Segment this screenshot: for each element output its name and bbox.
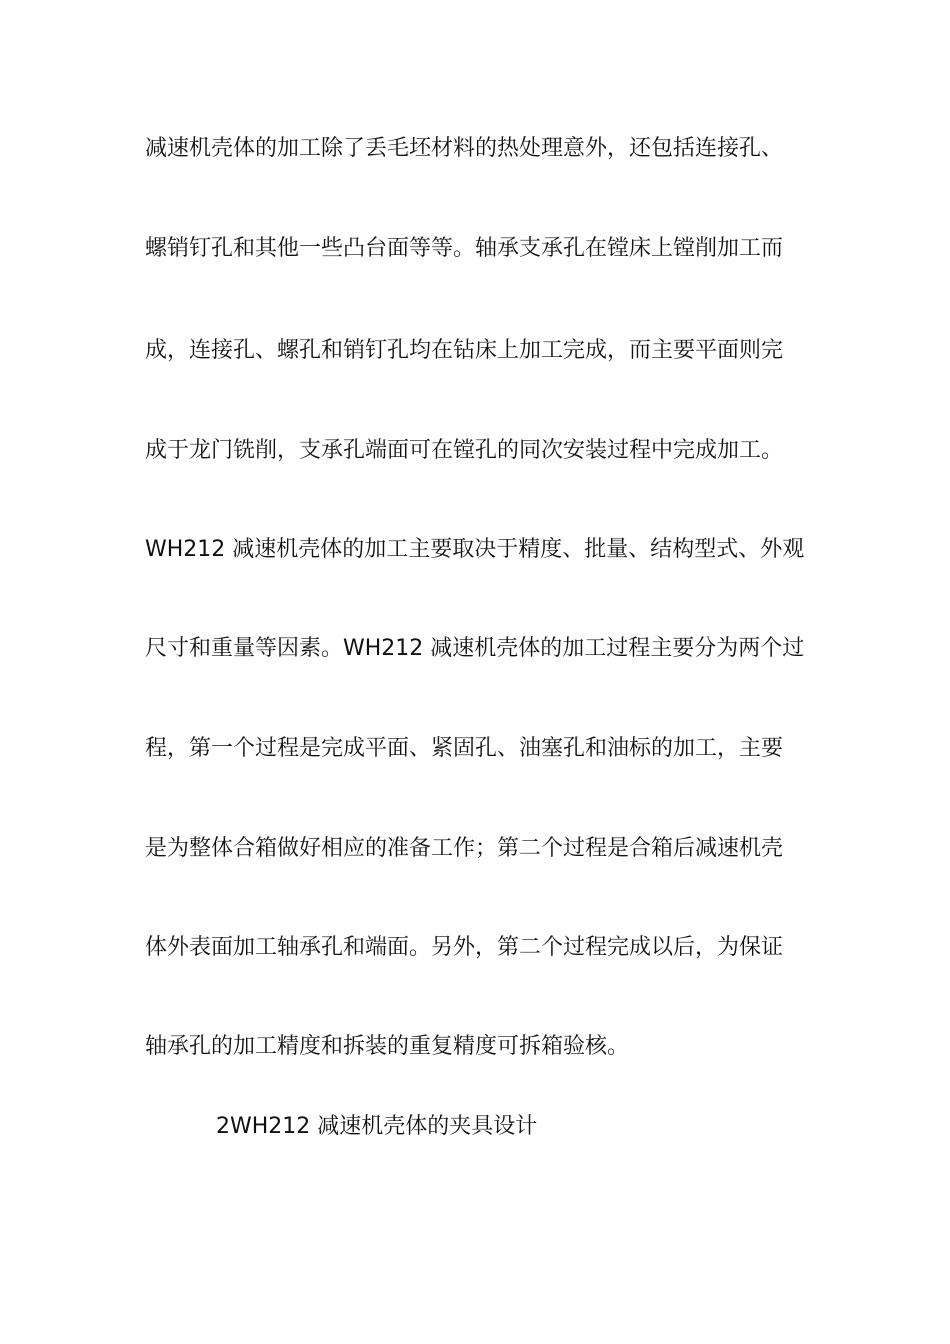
paragraph-line: 成于龙门铣削，支承孔端面可在镗孔的同次安装过程中完成加工。 (145, 438, 784, 463)
section-heading: 2WH212 减速机壳体的夹具设计 (216, 1114, 538, 1139)
paragraph-line: 成，连接孔、螺孔和销钉孔均在钻床上加工完成，而主要平面则完 (145, 338, 784, 363)
paragraph-line: 尺寸和重量等因素。WH212 减速机壳体的加工过程主要分为两个过 (145, 636, 805, 661)
paragraph-line: 体外表面加工轴承孔和端面。另外，第二个过程完成以后，为保证 (145, 935, 784, 960)
paragraph-line: 轴承孔的加工精度和拆装的重复精度可拆箱验核。 (145, 1034, 630, 1059)
paragraph-line: 螺销钉孔和其他一些凸台面等等。轴承支承孔在镗床上镗削加工而 (145, 236, 784, 261)
paragraph-line: 是为整体合箱做好相应的准备工作；第二个过程是合箱后减速机壳 (145, 836, 784, 861)
paragraph-line: WH212 减速机壳体的加工主要取决于精度、批量、结构型式、外观 (145, 537, 805, 562)
paragraph-line: 减速机壳体的加工除了丢毛坯材料的热处理意外，还包括连接孔、 (145, 136, 784, 161)
paragraph-line: 程，第一个过程是完成平面、紧固孔、油塞孔和油标的加工，主要 (145, 736, 784, 761)
